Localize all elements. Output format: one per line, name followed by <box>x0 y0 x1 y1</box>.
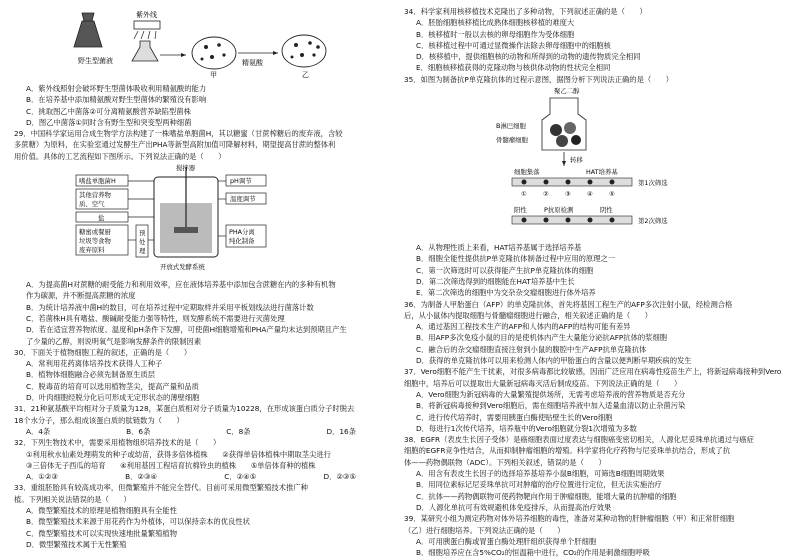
q29-option-d: D．若在适宜营养物浓度、温度和pH条件下发酵，可使菌H细胞增殖和PHA产量均未达到预期且产生 <box>26 325 347 335</box>
uv-rays <box>134 31 156 39</box>
q29-option-d-cont: 了少量的乙醇，则说明氧气是影响发酵条件的限制因素 <box>26 336 202 346</box>
q38-option-d: D．人源化单抗可有效规避机体免疫排斥，从而提高治疗效果 <box>416 502 612 512</box>
q31-option-d: D．16条 <box>326 426 356 436</box>
q36-option-a: A．通过基因工程技术生产的AFP和人体内的AFP的结构可能有差异 <box>416 322 631 332</box>
q35-option-d: D．第二次筛选得到的细胞能在HAT培养基中生长 <box>416 276 575 286</box>
q31-stem-1: 31．21种氨基酸平均相对分子质量为128，某蛋白质相对分子质量为10228，在形成该蛋白质分子时脱去 <box>14 404 355 414</box>
q38-stem-1: 38．EGFR（表皮生长因子受体）是癌细胞表面过度表达与细胞癌变密切相关，人源化尼妥珠单抗通过与癌症 <box>404 435 754 445</box>
q34-stem: 34．科学家利用核移植技术克隆出了多种动物，下列叙述正确的是（ ） <box>404 7 647 16</box>
fig29-pre3: 理 <box>139 247 146 256</box>
culture-flask-icon <box>132 41 158 61</box>
q36-option-b: B．用AFP多次免疫小鼠的目的是使机体内产生大量能分泌抗AFP抗体的浆细胞 <box>416 333 668 343</box>
q29-stem-1: 29．中国科学家运用合成生物学方法构建了一株嗜盐单胞菌H，其以糖蜜（甘蔗榨糖后的废弃液，含较 <box>14 129 343 139</box>
q29-option-b: B．为统计培养液中菌H的数目，可在培养过程中定期取样并采用平板划线法进行菌落计数 <box>26 302 314 312</box>
q32-option-c: C．②④⑤ <box>224 472 257 482</box>
q37-option-c: C．进行传代培养时，需要用胰蛋白酶使贴壁生长的Vero细胞 <box>416 412 613 422</box>
q29-stem-3: 用价值。具体的工艺流程如下图所示。下列说法正确的是（ ） <box>14 151 226 161</box>
fig29-stirrer: 搅拌器 <box>176 164 196 173</box>
fig35-c5: ⑤ <box>609 190 615 199</box>
fig29-box3a: 糖蜜或餐厨 <box>79 228 111 237</box>
q28-option-d: D．图乙中菌落①同时含有野生型和突变型两种细菌 <box>26 117 192 127</box>
figure-q35 <box>404 86 782 240</box>
fig29-salt: 盐 <box>98 214 105 223</box>
fig35-c4: ④ <box>587 190 593 199</box>
q37-stem-1: 37．Vero细胞不能产生干扰素，对很多病毒都比较敏感，因而广泛应用在病毒性疫苗生产上，将新冠病毒接种到Vero <box>404 367 782 377</box>
q34-option-a: A．胚胎细胞核移植比成熟体细胞核移植的难度大 <box>416 18 575 28</box>
q33-stem-1: 33．重组胚胎具有较高成功率，但微繁殖并不能完全替代。目前可采用微型繁殖技术推广种 <box>14 483 308 493</box>
uv-lamp-icon <box>134 21 160 29</box>
figure-q28 <box>14 7 388 81</box>
q34-option-d: D．核移植中，提供细胞核的动物和所得到的动物的遗传物质完全相同 <box>416 52 641 62</box>
q34-option-c: C．核移植过程中可通过显微操作法除去卵母细胞中的细胞核 <box>416 40 611 50</box>
q32-stem: 32．下列生物技术中，需要采用植物组织培养技术的是（ ） <box>14 438 221 448</box>
q35-option-e: E．第二次筛选的细胞中为交杂杂交瘤细胞进行体外培养 <box>416 288 596 298</box>
fig35-hat: HAT培养基 <box>586 168 618 177</box>
mutagenesis-diagram <box>14 7 344 81</box>
q36-option-d: D．获得的单克隆抗体可以用来检测人体内的甲胎蛋白的含量以便判断早期疾病的发生 <box>416 356 692 366</box>
q30-option-b: B．植物体细胞融合必须先制备原生质层 <box>26 370 156 380</box>
fig35-positive: 阳性 <box>514 206 527 215</box>
q36-stem-1: 36．为制备人甲胎蛋白（AFP）的单克隆抗体，首先将基因工程生产的AFP多次注射小鼠，经检测合格 <box>404 299 733 309</box>
fig29-pre1: 预 <box>139 229 146 238</box>
fig29-temp: 温度调节 <box>230 195 256 204</box>
fig29-out2: 纯化制备 <box>229 237 255 246</box>
fig35-c2: ② <box>543 190 549 199</box>
plate-b-label: 乙 <box>302 71 309 79</box>
q29-option-c: C．若菌株H具有嗜盐、酸碱耐受能力强等特性，则发酵系统不需要进行灭菌处理 <box>26 313 285 323</box>
fig29-out1: PHA分离 <box>229 228 255 237</box>
q32-item-2: ③三倍体无子西瓜的培育 ④利用基因工程培育抗棉铃虫的植株 ⑤单倍体育种的植株 <box>26 460 316 470</box>
q37-option-a: A．Vero细胞为新冠病毒的大量繁殖提供场所，无需考虑培养液的营养物质是否充分 <box>416 389 686 399</box>
q33-stem-2: 植。下列相关说法错误的是（ ） <box>14 494 131 504</box>
q28-option-a: A．紫外线照射会破坏野生型菌体吸收利用精氨酸的能力 <box>26 84 207 93</box>
q29-stem-2: 多蔗糖）为原料，在实验室通过发酵生产出PHA等新型高附加值可降解材料，期望提高甘蔗的整体利 <box>14 140 336 150</box>
q31-stem-2: 18个水分子，那么组成该蛋白质的肽链数为（ ） <box>14 415 184 425</box>
fig29-box2a: 其他营养物 <box>79 191 111 200</box>
q29-option-a-cont: 作为碳源，并不断提高蔗糖的浓度 <box>26 291 136 301</box>
q36-stem-2: 后，从小鼠体内提取细胞与骨髓瘤细胞进行融合，相关叙述正确的是（ ） <box>404 310 653 320</box>
monoclonal-diagram <box>404 86 734 240</box>
q39-stem-2: （乙）进行细胞培养。下列说法正确的是（ ） <box>404 525 565 535</box>
fig29-pre2: 处 <box>139 238 146 247</box>
q33-option-b: B．微型繁殖技术来源于用花药作为外植体，可以保持亲本的优良性状 <box>26 517 250 527</box>
q32-option-a: A．①②③ <box>26 472 58 482</box>
q28-option-b: B．在培养基中添加精氨酸对野生型菌体的繁殖没有影响 <box>26 95 207 105</box>
left-column <box>14 6 388 550</box>
q34-option-e: E．细胞核移植获得的克隆动物与核供体动物的性状完全相同 <box>416 63 611 73</box>
q35-option-b: B．细胞全能性提供抗P单克隆抗体制备过程中应用的原理之一 <box>416 254 616 264</box>
plate-a-label: 甲 <box>210 71 217 79</box>
fig35-cell-group: 细胞集落 <box>514 168 540 177</box>
fig35-screen2: 第2次筛选 <box>638 217 668 226</box>
plate-b <box>282 35 326 67</box>
q38-option-c: C．抗体——药物偶联物可使药物靶向作用于肿瘤细胞，能增大量的抗肿瘤的细胞 <box>416 491 677 501</box>
fig29-caption: 开放式发酵系统 <box>160 263 205 272</box>
q31-options <box>14 426 356 437</box>
q35-stem: 35．如图为制备抗P单克隆抗体的过程示意图，据图分析下列说法正确的是（ ） <box>404 74 674 84</box>
fig35-myeloma: 骨髓瘤细胞 <box>496 136 528 145</box>
q38-option-b: B．用同位素标记尼妥珠单抗可对肿瘤的治疗位置进行定位，但无法实施治疗 <box>416 480 662 490</box>
fig35-c1: ① <box>521 190 527 199</box>
q37-stem-2: 细胞中，培养后可以提取出大量新冠病毒灭活后制成疫苗。下列说法正确的是（ ） <box>404 378 682 388</box>
fig35-c3: ③ <box>565 190 571 199</box>
fermentation-diagram <box>14 163 344 277</box>
q32-options <box>14 471 356 482</box>
q38-stem-2: 细胞的EGFR竞争性结合，从而抑制肿瘤细胞的增殖。科学家将化疗药物与尼妥珠单抗结合，形成了抗 <box>404 446 730 456</box>
q38-option-a: A．用含有表皮生长因子的选择培养基培养小鼠B细胞，可筛选B细胞周期效果 <box>416 469 665 479</box>
q30-option-a: A．常利用花药离体培养技术获得人工种子 <box>26 359 163 369</box>
q32-option-b: B．②③④ <box>125 472 158 482</box>
q31-option-a: A．4条 <box>26 426 51 436</box>
q35-option-a: A．从物理性质上来看，HAT培养基属于选择培养基 <box>416 243 582 253</box>
q31-option-b: B．6条 <box>126 426 151 436</box>
fig29-box1: 嗜盐单胞菌H <box>79 177 116 186</box>
q30-stem: 30．下面关于植物细胞工程的叙述，正确的是（ ） <box>14 347 192 357</box>
q37-option-d: D．每进行1次传代培养，培养瓶中的Vero细胞就分裂1次增殖为多数 <box>416 423 637 433</box>
fig35-step1: 转移 <box>570 156 583 165</box>
fig29-box3b: 垃圾等食物 <box>79 237 111 246</box>
q38-stem-3: 体——药物偶联物（ADC）。下列相关叙述，错误的是（ ） <box>404 457 606 467</box>
fig29-ph: pH调节 <box>230 177 252 186</box>
right-column <box>404 6 782 558</box>
q33-option-a: A．微型繁殖技术的原理是植物细胞具有全能性 <box>26 506 177 516</box>
q33-option-c: C．微型繁殖技术可以实现快速地批量繁殖植物 <box>26 528 178 538</box>
fermentation-labels <box>76 163 266 271</box>
fig29-box3c: 废弃原料 <box>79 246 105 255</box>
q36-option-c: C．融合后的杂交瘤细胞直接注射到小鼠的腹腔中生产AFP抗单克隆抗体 <box>416 344 647 354</box>
q30-option-c: C．脱毒苗的培育可以选用植物茎尖，提高产量和品质 <box>26 381 199 391</box>
q32-item-1: ①利用秋水仙素处理萌发的种子或幼苗，获得多倍体植株 ②获得单倍体植株中期取茎尖进行 <box>26 449 331 459</box>
q39-option-a: A．可用胰蛋白酶或胃蛋白酶处理肝组织获得单个肝细胞 <box>416 536 597 546</box>
strain-bottle-icon <box>74 13 102 47</box>
fig35-title: 聚乙二醇 <box>554 87 580 96</box>
q39-stem-1: 39．某研究小组为测定药物对体外培养细胞的毒性，准备对某种动物的肝肿瘤细胞（甲）和正常肝细胞 <box>404 514 735 524</box>
fig35-bcell: B淋巴细胞 <box>496 122 526 131</box>
q39-option-b: B．细胞培养应在含5%CO₂的恒温箱中进行，CO₂的作用是刺激细胞呼吸 <box>416 548 650 558</box>
fig35-screen1: 第1次筛选 <box>638 179 668 188</box>
strain-label: 野生型菌液 <box>78 57 113 65</box>
q31-option-c: C．8条 <box>226 426 251 436</box>
uv-label: 紫外线 <box>136 11 157 19</box>
q37-option-b: B．将新冠病毒接种到Vero细胞后，需在细胞培养液中加入适量血清以防止杂菌污染 <box>416 401 686 411</box>
q29-option-a: A．为提高菌H对蔗糖的耐受能力和利用效率，应在液体培养基中添加包含蔗糖在内的多种有机物 <box>26 280 336 290</box>
fig35-detect: P抗原检测 <box>544 206 574 215</box>
arginine-label: 精氨酸 <box>242 59 263 67</box>
fig29-box2b: 质、空气 <box>79 200 105 209</box>
figure-q29 <box>14 163 388 277</box>
q34-option-b: B．核移植时一般以去核的卵母细胞作为受体细胞 <box>416 29 575 39</box>
q28-option-c: C．挑取图乙中菌落②可分离精氨酸营养缺陷型菌株 <box>26 106 191 116</box>
q33-option-d: D．微型繁殖技术属于无性繁殖 <box>26 539 127 549</box>
plate-a <box>192 37 236 69</box>
q30-option-d: D．叶肉细胞经脱分化后可形成无定形状态的薄壁细胞 <box>26 393 200 403</box>
q32-option-d: D．②③⑤ <box>323 472 356 482</box>
fig35-negative: 阴性 <box>600 206 613 215</box>
q35-option-c: C．第一次筛选时可以获得能产生抗P单克隆抗体的细胞 <box>416 265 594 275</box>
